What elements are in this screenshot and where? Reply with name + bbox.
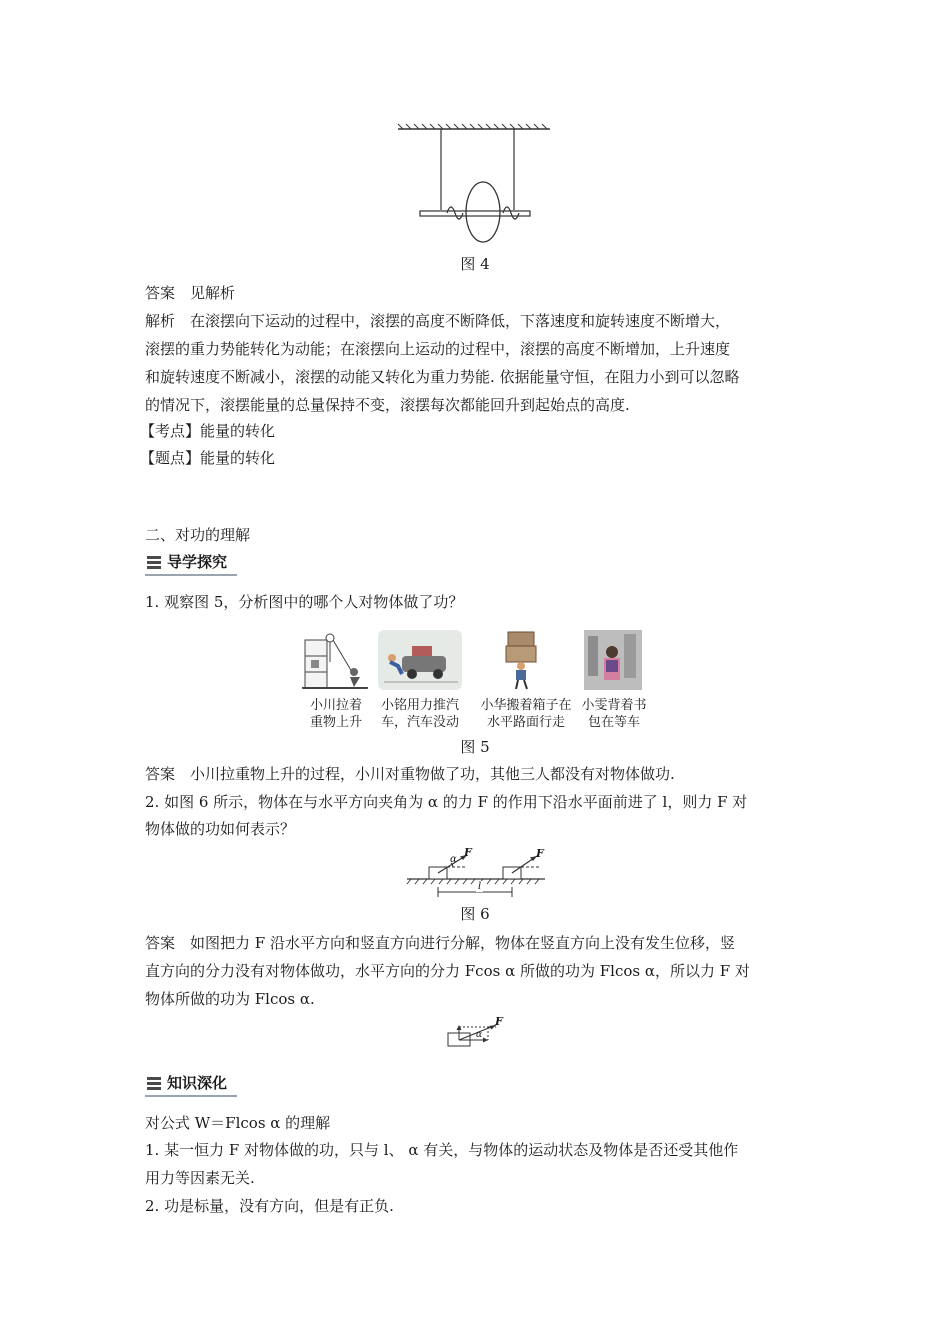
answer-q2-line-1: 答案 如图把力 F 沿水平方向和竖直方向进行分解，物体在竖直方向上没有发生位移，竖 bbox=[145, 934, 735, 952]
analysis-label: 解析 bbox=[145, 312, 176, 330]
knowledge-deepening-heading bbox=[145, 1073, 237, 1097]
analysis-line-1 bbox=[145, 311, 730, 331]
list-icon bbox=[147, 556, 161, 570]
fig4-caption: 图 4 bbox=[460, 255, 490, 273]
label-line: 包在等车 bbox=[587, 715, 640, 730]
fig5-label-3 bbox=[475, 697, 577, 731]
label-line: 车，汽车没动 bbox=[380, 715, 459, 730]
heading-label: 导学探究 bbox=[167, 553, 228, 571]
fig6-caption: 图 6 bbox=[460, 905, 490, 923]
fig6-angle-label: α bbox=[450, 854, 457, 865]
guided-inquiry-heading bbox=[145, 552, 237, 576]
question-2-line-2: 物体做的功如何表示？ bbox=[145, 820, 296, 838]
fig5-label-4 bbox=[568, 697, 660, 731]
fig5-label-1 bbox=[290, 697, 382, 731]
decomp-angle-label: α bbox=[476, 1030, 483, 1040]
label-line: 小铭用力推汽 bbox=[380, 698, 459, 713]
answer-line bbox=[145, 283, 235, 303]
decomp-force-label: F bbox=[495, 1015, 503, 1028]
analysis-text: 在滚摆向下运动的过程中，滚摆的高度不断降低，下落速度和旋转速度不断增大， bbox=[190, 312, 731, 330]
tidian-tag: 【题点】能量的转化 bbox=[140, 449, 276, 467]
fig6-force-label-2: F bbox=[536, 847, 544, 860]
analysis-line-2: 滚摆的重力势能转化为动能；在滚摆向上运动的过程中，滚摆的高度不断增加，上升速度 bbox=[145, 340, 731, 358]
label-line: 小雯背着书 bbox=[581, 698, 647, 713]
heading-label: 知识深化 bbox=[167, 1074, 228, 1092]
fig5-caption: 图 5 bbox=[460, 738, 490, 756]
fig6-force-label-1: F bbox=[464, 846, 472, 859]
list-icon bbox=[147, 1077, 161, 1091]
answer-text: 见解析 bbox=[190, 284, 236, 302]
label-line: 小华搬着箱子在 bbox=[480, 698, 572, 713]
fig6-force-diagram bbox=[405, 843, 550, 903]
fig6-displacement-label: l bbox=[478, 881, 482, 892]
formula-line: 对公式 W＝Flcos α 的理解 bbox=[145, 1114, 331, 1132]
fig5-box-carry-illustration bbox=[494, 630, 550, 690]
answer-q2-line-3: 物体所做的功为 Flcos α. bbox=[145, 990, 315, 1008]
kaodian-tag: 【考点】能量的转化 bbox=[140, 422, 276, 440]
answer-q1: 答案 小川拉重物上升的过程，小川对重物做了功，其他三人都没有对物体做功. bbox=[145, 765, 675, 783]
knowledge-1-line-1: 1. 某一恒力 F 对物体做的功，只与 l、 α 有关，与物体的运动状态及物体是否还受其他作 bbox=[145, 1141, 739, 1159]
question-1: 1. 观察图 5，分析图中的哪个人对物体做了功？ bbox=[145, 593, 464, 611]
fig4-pendulum-diagram bbox=[395, 122, 555, 247]
fig5-car-push-illustration bbox=[378, 630, 462, 690]
answer-q2-line-2: 直方向的分力没有对物体做功，水平方向的分力 Fcos α 所做的功为 Flcos α，所以力 F 对 bbox=[145, 962, 750, 980]
analysis-line-3: 和旋转速度不断减小，滚摆的动能又转化为重力势能. 依据能量守恒，在阻力小到可以忽略 bbox=[145, 368, 740, 386]
fig5-label-2 bbox=[374, 697, 466, 731]
analysis-line-4: 的情况下，滚摆能量的总量保持不变，滚摆每次都能回升到起始点的高度. bbox=[145, 396, 630, 414]
knowledge-1-line-2: 用力等因素无关. bbox=[145, 1169, 255, 1187]
fig5-waiting-bus-photo bbox=[584, 630, 642, 690]
knowledge-2: 2. 功是标量，没有方向，但是有正负. bbox=[145, 1197, 394, 1215]
label-line: 水平路面行走 bbox=[486, 715, 565, 730]
section-title: 二、对功的理解 bbox=[145, 526, 251, 544]
label-line: 重物上升 bbox=[309, 715, 362, 730]
question-2-line-1: 2. 如图 6 所示，物体在与水平方向夹角为 α 的力 F 的作用下沿水平面前进了 l，则力 F 对 bbox=[145, 793, 748, 811]
answer-label: 答案 bbox=[145, 284, 176, 302]
label-line: 小川拉着 bbox=[309, 698, 362, 713]
fig5-pulley-illustration bbox=[300, 630, 370, 690]
